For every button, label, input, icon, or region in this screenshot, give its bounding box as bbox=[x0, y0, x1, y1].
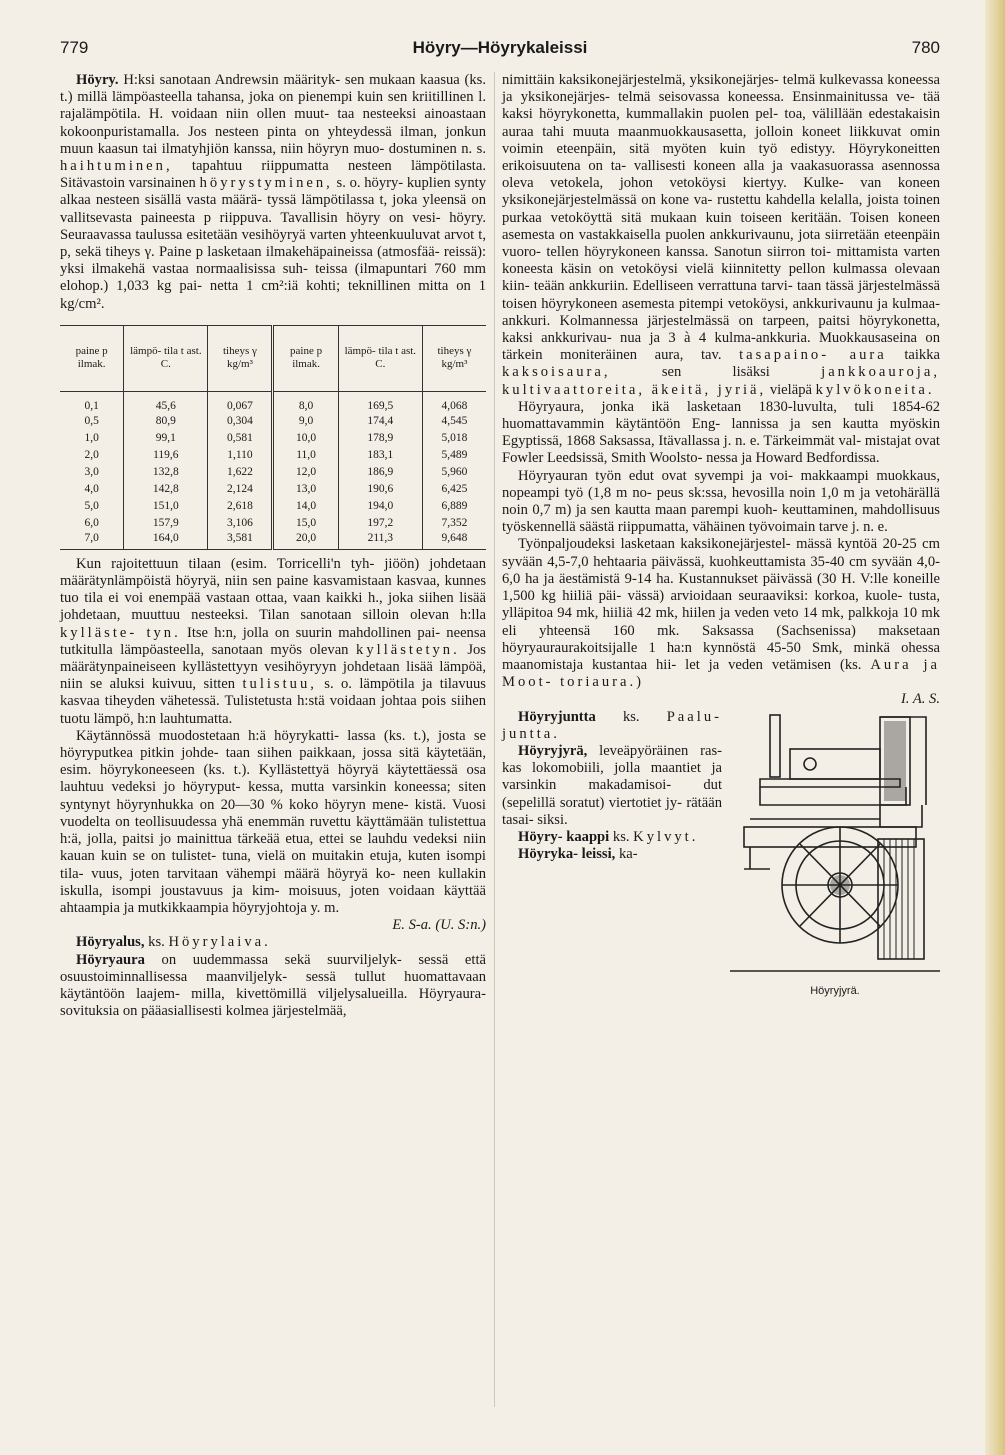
table-cell: 4,068 bbox=[422, 391, 486, 413]
table-cell: 3,0 bbox=[84, 465, 99, 478]
table-cell: 13,0 bbox=[273, 481, 338, 498]
steamroller-illustration bbox=[730, 709, 940, 981]
table-cell: 142,8 bbox=[124, 481, 208, 498]
page-edge bbox=[985, 0, 1005, 1455]
table-cell: 99,1 bbox=[124, 430, 208, 447]
table-row bbox=[60, 447, 486, 464]
table-row bbox=[60, 498, 486, 515]
table-row bbox=[60, 515, 486, 532]
page-header bbox=[60, 38, 940, 62]
page-number-right: 780 bbox=[911, 38, 940, 57]
entry-hoyryalus: Höyryalus, ks. Höyrylaiva. bbox=[76, 934, 271, 951]
table-cell: 174,4 bbox=[338, 413, 422, 430]
table-cell: 0,1 bbox=[84, 399, 99, 412]
table-cell: 3,581 bbox=[208, 532, 273, 550]
table-cell: 1,110 bbox=[208, 447, 273, 464]
entry-hoyryjyra: Höyryjyrä, leveäpyöräinen ras- kas lokomobiili, jolla maantiet ja varsinkin makadamisoi- dut (sepelillä soratut) viertotiet jy- rätään tasai- siksi. bbox=[502, 742, 722, 828]
table-cell: 169,5 bbox=[338, 391, 422, 413]
figure-caption: Höyryjyrä. bbox=[810, 984, 860, 997]
table-cell: 2,124 bbox=[208, 481, 273, 498]
table-header: tiheys γ kg/m³ bbox=[208, 325, 273, 391]
table-header: lämpö- tila t ast. C. bbox=[124, 325, 208, 391]
paragraph: Kun rajoitettuun tilaan (esim. Torricelli'n tyh- jiöön) johdetaan määrätynlämpöistä höyryä, niin sen paine kasvamistaan kasvaa, kunnes tuo tila ei voi enempää vastaan ottaa, vaan kaikki h., joka siihen lisää johdetaan, muuttuu nesteeksi. Tilan sanotaan silloin olevan h:lla kylläste- tyn. Itse h:n, jolla on suurin mahdollinen pai- neensa tutkitulla lämpöasteella, sanotaan myös olevan kyllästetyn. Jos määrätynpaineiseen kyllästettyyn vesihöyryyn johdetaan lisää lämpöä, niin se aluksi kuivuu, sitten tulistuu, s. o. lämpötila ja tilavuus kasvaa tiheyden vähetessä. Tulistetusta h:stä voidaan johtaa pois siihen tuotu lämpö, h:n lauhtumatta. bbox=[60, 555, 487, 727]
table-cell: 178,9 bbox=[338, 430, 422, 447]
table-cell: 3,106 bbox=[208, 515, 273, 532]
table-cell: 4,0 bbox=[84, 482, 99, 495]
table-row bbox=[60, 464, 486, 481]
table-cell: 8,0 bbox=[273, 391, 338, 413]
table-cell: 211,3 bbox=[338, 532, 422, 550]
table-cell: 197,2 bbox=[338, 515, 422, 532]
table-cell: 2,618 bbox=[208, 498, 273, 515]
paragraph: nimittäin kaksikonejärjestelmä, yksikonejärjes- telmä kulkevassa koneessa ja yksikonejärjes- telmä seisovassa koneessa. Ensinmainitussa ve- tää kaksi höyrykonetta, kummallakin puolen pel- toa, välillään edestakaisin auraa tahi muuta maanmuokkausasetta, jolloin koneet liikkuvat omin voimin eteenpäin, sitä myöten kuin työ edistyy. Höyrykoneitten erikoisuutena on ta- vallisesti koneen alla ja vaakasuorassa asennossa oleva vetokela, johon vetoköysi kiertyy. Kulke- van koneen yksikonejärjestelmässä on kone va- rustettu kahdella kelalla, joista toinen purkaa vetoköyttä sitä mukaan kuin toiseen keritään. Toisen koneen asemesta on vastakkaisella puolen ankkurivaunu, jota siirretään eteenpäin vuoro- tellen höyrykoneen kanssa. Sanotun siirron toi- mittamista varten koneesta käsin on vetoköysi vielä kiinnitetty pellon kulmassa olevaan kiin- teään ankkuriin. Edelliseen verrattuna tarvi- taan tässä järjestelmässä toisen höyrykoneen asemesta pitempi vetoköysi, ankkurivaunu ja kulmaa-ankkuri. Kolmannessa järjestelmässä on tarpeen, paitsi höyrykonetta, kaksi ankkurivau- nua ja 3 à 4 kulma-ankkuria. Muokkausaseina on tärkein moniteräinen aura, tav. tasapaino- aura taikka kaksoisaura, sen lisäksi jankkoauroja, kultivaattoreita, äkeitä, jyriä, vieläpä kylvökoneita. bbox=[502, 72, 940, 398]
entry-hoyry: Höyry. H:ksi sanotaan Andrewsin määrityk- sen mukaan kaasua (ks. t.) millä lämpöasteella tahansa, joka on pienempi kuin sen kriitillinen l. rajalämpötila. H. voidaan niin ollen muut- taa nesteeksi ainoastaan kokoonpuristamalla. Jos nesteen pinta on yhteydessä ilman, jonkun muun kaasun tai ilmatyhjiön kanssa, niin höyryn muo- dostuminen n. s. haihtuminen, tapahtuu riippumatta nesteen lämpötilasta. Sitävastoin varsinainen höyrystyminen, s. o. höyry- kuplien synty alkaa nesteen sisällä vasta määrä- tyssä lämpötilassa t, joka yleensä on vallitsevasta paineesta p riippuva. Tavallisin höyry on vesi- höyry. Seuraavassa taulussa esitetään vesihöyryä varten yhteenkuuluvat arvot t, p, sekä tiheys γ. Paine p lasketaan ilmakehäpaineissa (atmosfää- reissä): yksi ilmakehä vastaa normaalisissa suh- teissa (ilmapuntari 760 mm elohop.) 1,033 kg pai- netta 1 cm²:iä kohti; teknillinen mitta on 1 kg/cm². bbox=[60, 72, 487, 312]
table-cell: 7,352 bbox=[422, 515, 486, 532]
table-cell: 80,9 bbox=[124, 413, 208, 430]
paragraph: Käytännössä muodostetaan h:ä höyrykatti- lassa (ks. t.), josta se höyryputkea pitkin johde- taan siihen paikkaan, jossa sitä käytetään, esim. höyrykoneeseen (ks. t.). Kyllästettyä höyryä käytettäessä osa lauhtuu vedeksi jo höyryput- kessa, mutta varsinkin koneessa; siten syntynyt höyrynhukka on 20—30 % koko höyryn mene- kistä. Vuosi vuodelta on teollisuudessa yhä enemmän ruvettu käyttämään tulistettua h:ä, jolla, paitsi jo mainittua tärkeää etua, ettei se lauhdu vedeksi niin kauan kuin se on tulistet- tuna, vielä on muitakin etuja, kuten isompi tila- vuus, joten tarvitaan vähempi määrä höyryä ko- neen kullakin iskulla, isompi joustavuus ja kim- moisuus, joten voidaan käyttää ahtaampia ja mutkikkaampia höyryjohtoja y. m. bbox=[60, 727, 486, 916]
table-cell: 12,0 bbox=[273, 464, 338, 481]
table-cell: 14,0 bbox=[273, 498, 338, 515]
paragraph: Höyryaura, jonka ikä lasketaan 1830-luvulta, tuli 1854-62 huomattavammin käytäntöön Eng- lannissa ja sen kautta myöskin Egyptissä, 1868 Saksassa, Itävallassa j. n. e. Tärkeimmät val- mistajat ovat Fowler Leedsissä, Smith Woolsto- nessa ja Howard Bedfordissa. bbox=[502, 398, 940, 467]
table-cell: 194,0 bbox=[338, 498, 422, 515]
table-cell: 9,0 bbox=[273, 413, 338, 430]
table-cell: 5,0 bbox=[84, 499, 99, 512]
table-cell: 1,622 bbox=[208, 464, 273, 481]
author-signature: I. A. S. bbox=[900, 691, 940, 708]
table-cell: 0,581 bbox=[208, 430, 273, 447]
table-cell: 119,6 bbox=[124, 447, 208, 464]
table-cell: 6,425 bbox=[422, 481, 486, 498]
table-cell: 11,0 bbox=[273, 447, 338, 464]
paragraph: Höyryauran työn edut ovat syvempi ja voi- makkaampi muokkaus, nopeampi työ (1,8 m no- peus sk:ssa, hevosilla noin 1,0 m ja vetohärällä noin 0,7 m) ja sen kautta maan parempi kuoh- keuttaminen, mahdollisuus työskennellä säästä riippumatta, vähäinen työvoimain tarve j. n. e. bbox=[502, 467, 940, 536]
paragraph: Työnpaljoudeksi lasketaan kaksikonejärjestel- mässä kyntöä 20-25 cm syvään 4,5-7,0 hehtaaria päivässä, kuohkeuttamista 35-40 cm syvään 4,0-6,0 ha ja äestämistä 9-14 ha. Kustannukset päivässä (30 H. V:lle koneille 1,500 kg hiiliä päi- vässä) arvioidaan seuraaviksi: korkoa, kuole- tusta, ylläpitoa 94 mk, hiiliä 42 mk, hiilen ja veden veto 14 mk, palkkoja 10 mk eli yhteensä 160 mk. Saksassa (Sachsenissa) maksetaan höyryauraurakoitsijalle 1 ha:n kynnöstä 45-50 Smk, minkä ohessa maanomistaja kustantaa hii- let ja veden vetämisen (ks. Aura ja Moot- toriaura.) bbox=[502, 536, 940, 691]
table-cell: 7,0 bbox=[60, 532, 124, 550]
table-cell: 0,067 bbox=[208, 391, 273, 413]
table-header: paine p ilmak. bbox=[60, 325, 124, 391]
table-cell: 190,6 bbox=[338, 481, 422, 498]
table-row bbox=[60, 413, 486, 430]
entry-hoyrykaleissi: Höyryka- leissi, ka- bbox=[518, 846, 638, 863]
table-row bbox=[60, 481, 486, 498]
entry-hoyrykaappi: Höyry- kaappi ks. Kylvyt. bbox=[518, 828, 699, 845]
steamroller-figure bbox=[730, 709, 940, 999]
entry-hoyryaura: Höyryaura on uudemmassa sekä suurviljelyk- sessä että osuustoiminnallisessa maanviljelyk- sessä tullut huomattavaan käytäntöön laajem- milla, kivettömillä viljelysalueilla. Höyryaura- sovituksia on pääasiallisesti kolmea järjestelmää, bbox=[60, 951, 486, 1020]
table-cell: 183,1 bbox=[338, 447, 422, 464]
table-cell: 0,304 bbox=[208, 413, 273, 430]
table-cell: 0,5 bbox=[84, 414, 99, 427]
table-cell: 10,0 bbox=[273, 430, 338, 447]
table-row bbox=[60, 391, 486, 413]
table-cell: 45,6 bbox=[124, 391, 208, 413]
table-cell: 132,8 bbox=[124, 464, 208, 481]
table-row bbox=[60, 430, 486, 447]
table-cell: 6,0 bbox=[84, 516, 99, 529]
table-cell: 1,0 bbox=[84, 431, 99, 444]
left-column bbox=[60, 72, 486, 1020]
table-header-row bbox=[60, 325, 486, 391]
table-cell: 5,018 bbox=[422, 430, 486, 447]
entry-term: Höyry. bbox=[76, 72, 119, 88]
chimney-shape bbox=[770, 715, 780, 777]
table-cell: 6,889 bbox=[422, 498, 486, 515]
right-column bbox=[502, 72, 940, 999]
table-row bbox=[60, 532, 486, 550]
table-header: tiheys γ kg/m³ bbox=[422, 325, 486, 391]
table-cell: 15,0 bbox=[273, 515, 338, 532]
steam-table bbox=[60, 325, 486, 550]
table-cell: 20,0 bbox=[273, 532, 338, 550]
table-cell: 5,960 bbox=[422, 464, 486, 481]
page-number-left: 779 bbox=[60, 38, 89, 57]
table-cell: 5,489 bbox=[422, 447, 486, 464]
table-cell: 186,9 bbox=[338, 464, 422, 481]
table-cell: 2,0 bbox=[84, 448, 99, 461]
table-body bbox=[60, 391, 486, 549]
table-header: paine p ilmak. bbox=[273, 325, 338, 391]
column-divider bbox=[494, 72, 495, 1407]
table-cell: 4,545 bbox=[422, 413, 486, 430]
table-cell: 157,9 bbox=[124, 515, 208, 532]
table-cell: 164,0 bbox=[124, 532, 208, 550]
table-cell: 9,648 bbox=[422, 532, 486, 550]
entry-hoyryjuntta: Höyryjuntta ks. Paalu- juntta. bbox=[502, 708, 722, 742]
author-signature: E. S-a. (U. S:n.) bbox=[392, 917, 486, 934]
running-title: Höyry—Höyrykaleissi bbox=[412, 38, 588, 57]
table-header: lämpö- tila t ast. C. bbox=[338, 325, 422, 391]
table-cell: 151,0 bbox=[124, 498, 208, 515]
